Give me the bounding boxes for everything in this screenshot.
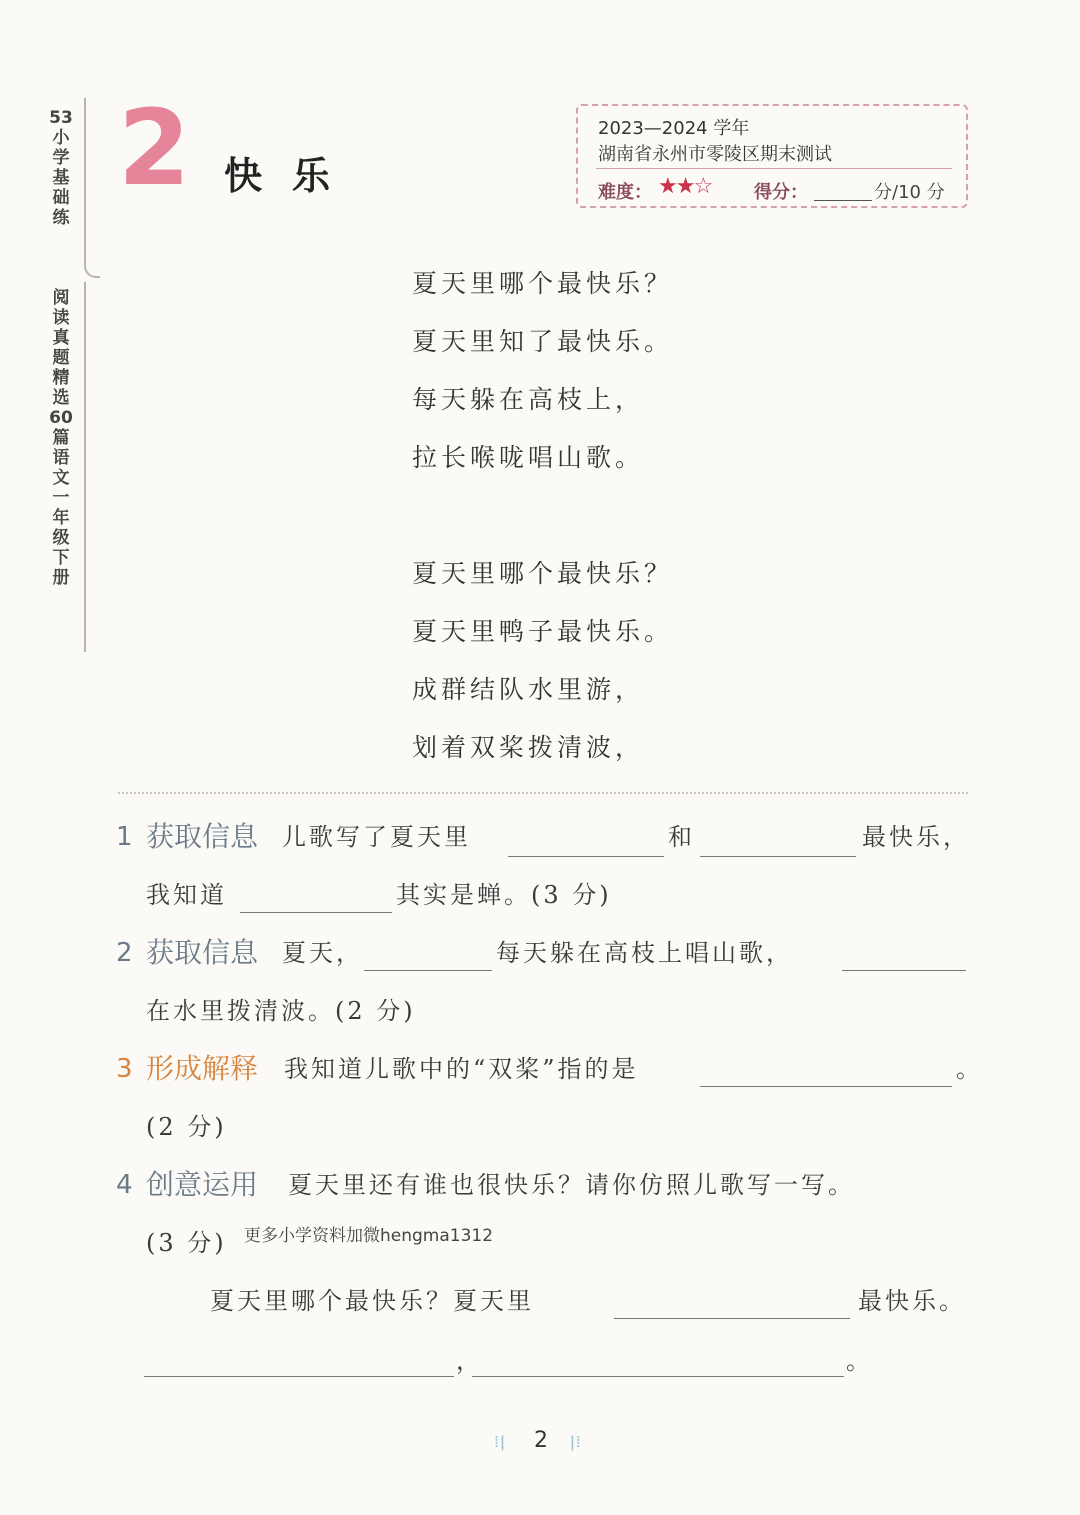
poem-line: 夏天里鸭子最快乐。 xyxy=(412,617,674,646)
question-1-text: 最快乐， xyxy=(862,823,970,851)
answer-blank[interactable] xyxy=(700,856,856,857)
question-4-tag: 创意运用 xyxy=(146,1168,259,1201)
page-ornament-left: ⁞ǀ xyxy=(494,1432,506,1451)
page-number: 2 xyxy=(534,1428,548,1453)
question-4-prompt: 最快乐。 xyxy=(858,1287,966,1315)
lesson-title: 快乐 xyxy=(224,154,361,198)
section-divider xyxy=(118,792,968,794)
question-1-text: 儿歌写了夏天里 xyxy=(282,823,471,851)
answer-blank[interactable] xyxy=(508,856,664,857)
question-1-points: 其实是蝉。(3 分) xyxy=(396,881,612,909)
info-divider xyxy=(596,168,952,169)
score-blank[interactable] xyxy=(814,200,872,201)
answer-blank[interactable] xyxy=(700,1086,952,1087)
poem-line: 夏天里哪个最快乐？ xyxy=(412,269,674,298)
spine-series-top: 53小学基础练 xyxy=(49,108,73,228)
question-4-comma: ， xyxy=(456,1347,483,1375)
question-2-points: 在水里拨清波。(2 分) xyxy=(146,997,416,1025)
exam-source: 湖南省永州市零陵区期末测试 xyxy=(598,144,832,165)
spine-line xyxy=(84,282,86,652)
poem-line: 夏天里哪个最快乐？ xyxy=(412,559,674,588)
poem-line: 划着双桨拨清波， xyxy=(412,733,645,762)
lesson-number: 2 xyxy=(118,87,191,209)
spine-curve xyxy=(84,258,100,278)
answer-blank[interactable] xyxy=(614,1318,850,1319)
poem-line: 每天躲在高枝上， xyxy=(412,385,645,414)
answer-blank[interactable] xyxy=(144,1376,454,1377)
question-1-text: 和 xyxy=(668,823,695,851)
poem-line: 夏天里知了最快乐。 xyxy=(412,327,674,356)
page-ornament-right: ǀ⁞ xyxy=(570,1432,582,1451)
question-2-text: 夏天， xyxy=(282,939,363,967)
test-info-box xyxy=(576,104,968,208)
score-label: 得分： xyxy=(754,182,808,203)
question-1-tag: 获取信息 xyxy=(146,820,259,853)
question-2-text: 每天躲在高枝上唱山歌， xyxy=(496,939,793,967)
answer-blank[interactable] xyxy=(842,970,966,971)
difficulty-stars-icon: ★★☆ xyxy=(658,174,712,199)
question-2-number: 2 xyxy=(116,938,133,968)
question-3-period: 。 xyxy=(956,1055,983,1083)
poem-line: 成群结队水里游， xyxy=(412,675,645,704)
score-max: 分/10 分 xyxy=(874,182,945,203)
question-1-number: 1 xyxy=(116,822,133,852)
question-4-prompt: 夏天里哪个最快乐？夏天里 xyxy=(210,1287,534,1315)
question-3-points: (2 分) xyxy=(146,1113,227,1141)
question-2-tag: 获取信息 xyxy=(146,936,259,969)
answer-blank[interactable] xyxy=(240,912,392,913)
question-4-period: 。 xyxy=(846,1347,873,1375)
spine-line xyxy=(84,98,86,266)
difficulty-label: 难度： xyxy=(598,182,652,203)
poem-line: 拉长喉咙唱山歌。 xyxy=(412,443,645,472)
answer-blank[interactable] xyxy=(472,1376,844,1377)
school-year: 2023—2024 学年 xyxy=(598,118,750,139)
spine-series-bottom: 阅读真题精选60篇 语文 一年级下册 xyxy=(49,288,73,588)
question-1-text: 我知道 xyxy=(146,881,227,909)
question-4-points: (3 分) xyxy=(146,1229,227,1257)
question-4-text: 夏天里还有谁也很快乐？请你仿照儿歌写一写。 xyxy=(288,1171,855,1199)
question-3-number: 3 xyxy=(116,1054,133,1084)
question-3-tag: 形成解释 xyxy=(146,1052,259,1085)
question-3-text: 我知道儿歌中的“双桨”指的是 xyxy=(284,1055,639,1083)
answer-blank[interactable] xyxy=(364,970,492,971)
question-4-number: 4 xyxy=(116,1170,133,1200)
watermark-note: 更多小学资料加微hengma1312 xyxy=(244,1226,494,1246)
